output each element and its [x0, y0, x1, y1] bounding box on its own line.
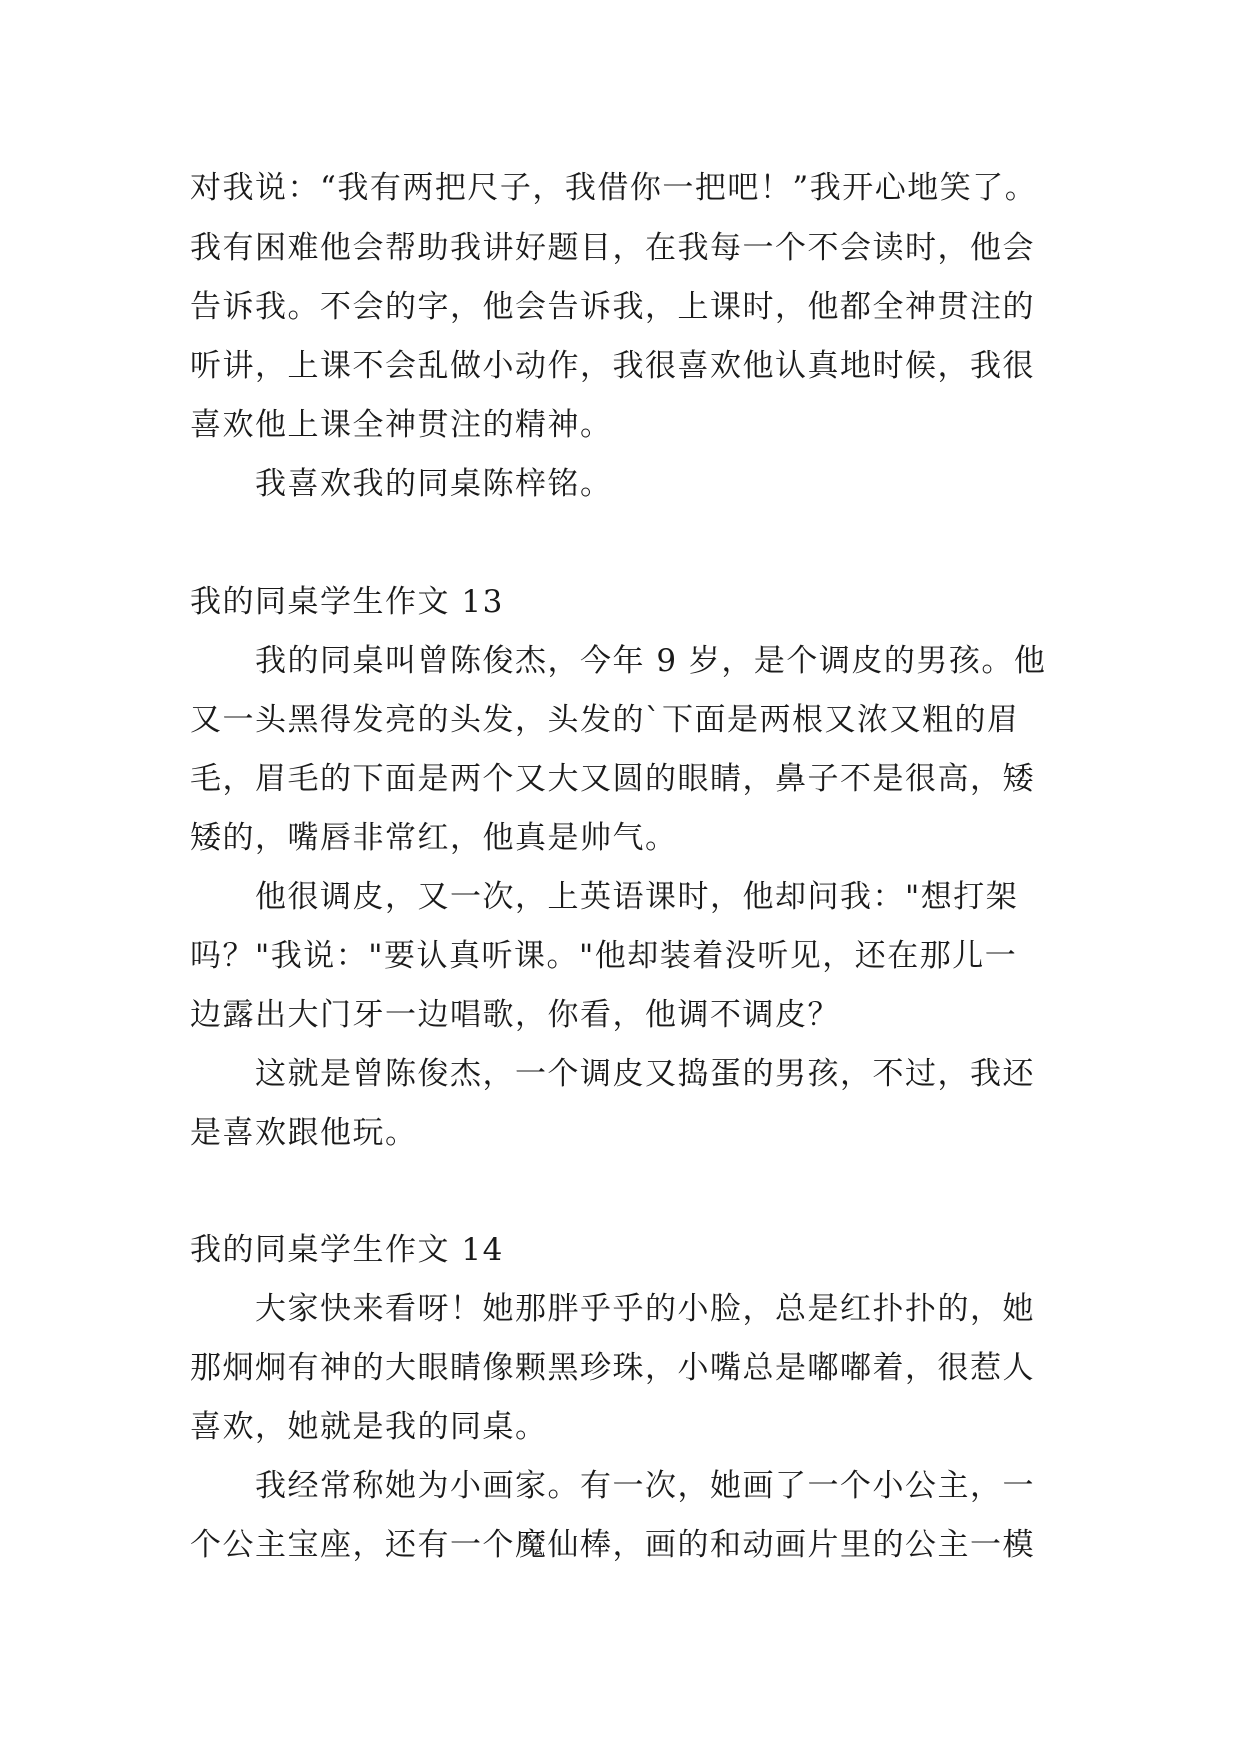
paragraph-line: 个公主宝座，还有一个魔仙棒，画的和动画片里的公主一模 [190, 1527, 1035, 1563]
paragraph-line: 是喜欢跟他玩。 [190, 1115, 418, 1151]
paragraph-line: 他很调皮，又一次，上英语课时，他却问我："想打架 [255, 879, 1019, 915]
paragraph-line: 我有困难他会帮助我讲好题目，在我每一个不会读时，他会 [190, 230, 1035, 266]
paragraph-line: 对我说：“我有两把尺子，我借你一把吧！”我开心地笑了。 [190, 170, 1038, 206]
paragraph-line: 喜欢，她就是我的同桌。 [190, 1409, 548, 1445]
paragraph-line: 这就是曾陈俊杰，一个调皮又捣蛋的男孩，不过，我还 [255, 1056, 1035, 1092]
paragraph-line: 我经常称她为小画家。有一次，她画了一个小公主，一 [255, 1468, 1035, 1504]
section-heading: 我的同桌学生作文 13 [190, 584, 504, 620]
paragraph-line: 告诉我。不会的字，他会告诉我，上课时，他都全神贯注的 [190, 289, 1035, 325]
paragraph-line: 毛，眉毛的下面是两个又大又圆的眼睛，鼻子不是很高，矮 [190, 761, 1035, 797]
paragraph-line: 大家快来看呀！她那胖乎乎的小脸，总是红扑扑的，她 [255, 1291, 1035, 1327]
section-heading: 我的同桌学生作文 14 [190, 1232, 504, 1268]
paragraph-line: 听讲，上课不会乱做小动作，我很喜欢他认真地时候，我很 [190, 348, 1035, 384]
paragraph-line: 边露出大门牙一边唱歌，你看，他调不调皮？ [190, 997, 840, 1033]
paragraph-line: 吗？"我说："要认真听课。"他却装着没听见，还在那儿一 [190, 938, 1018, 974]
paragraph-line: 我喜欢我的同桌陈梓铭。 [255, 466, 613, 502]
paragraph-line: 我的同桌叫曾陈俊杰，今年 9 岁，是个调皮的男孩。他 [255, 643, 1047, 679]
paragraph-line: 矮的，嘴唇非常红，他真是帅气。 [190, 820, 678, 856]
paragraph-line: 那炯炯有神的大眼睛像颗黑珍珠，小嘴总是嘟嘟着，很惹人 [190, 1350, 1035, 1386]
paragraph-line: 喜欢他上课全神贯注的精神。 [190, 407, 613, 443]
paragraph-line: 又一头黑得发亮的头发，头发的`下面是两根又浓又粗的眉 [190, 702, 1020, 738]
